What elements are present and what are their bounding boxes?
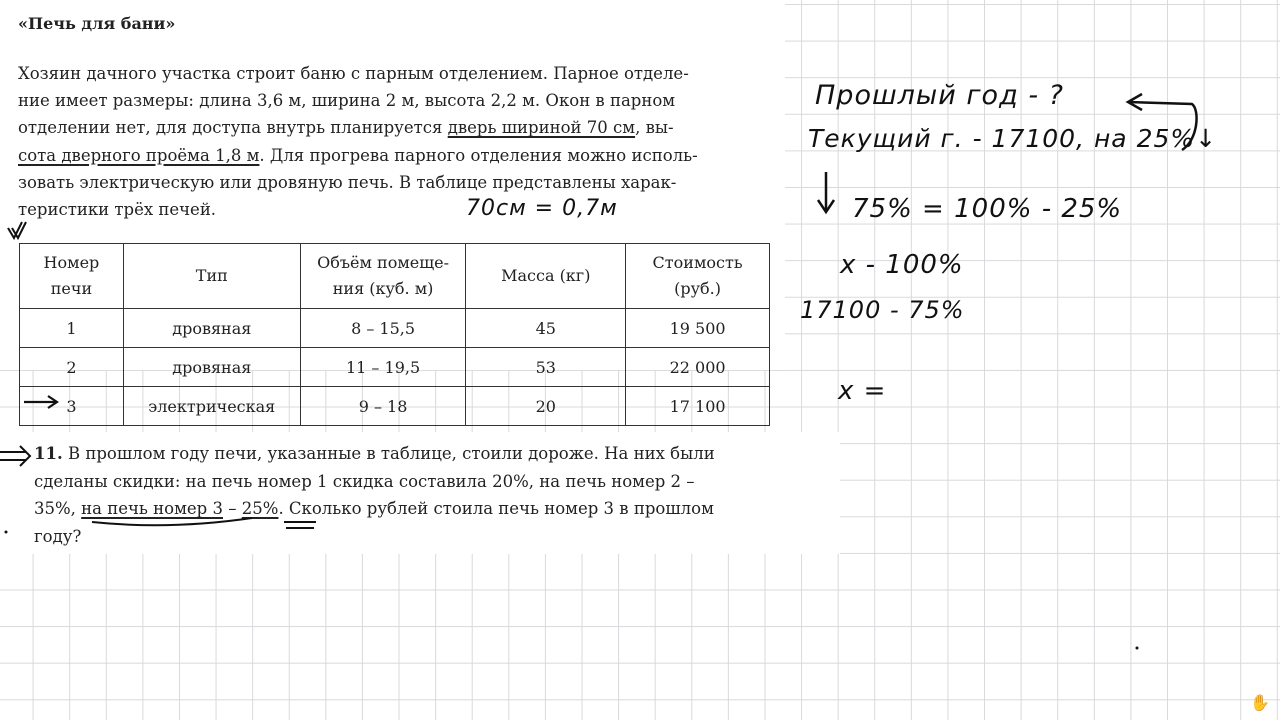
text-fragment: В прошлом году печи, указанные в таблице, стоили дороже. На них были (62, 444, 715, 463)
handwritten-x-percent: x - 100% (840, 250, 964, 280)
header-type (123, 244, 300, 309)
underlined-oven-3: на печь номер 3 (81, 499, 223, 518)
header-text: печи (50, 279, 93, 298)
arrowhead (1128, 94, 1142, 110)
cell-num: 1 (20, 309, 124, 348)
underlined-door-width: дверь шириной 70 см (447, 118, 636, 138)
header-cost (626, 244, 770, 309)
question-number: 11. (34, 444, 63, 463)
text-fragment: . Для прогрева парного отделения можно исполь- (259, 145, 698, 165)
header-mass (466, 244, 626, 309)
cell-volume: 8 – 15,5 (300, 309, 466, 348)
header-text: Номер (43, 253, 100, 272)
arrowhead (818, 200, 834, 212)
cell-type: дровяная (123, 348, 300, 387)
underlined-discount: 25% (241, 499, 279, 518)
cell-mass: 20 (466, 387, 626, 426)
handwritten-x-equals: x = (838, 376, 887, 406)
table-row (20, 348, 770, 387)
question-11 (34, 440, 820, 550)
question-line: году? (34, 526, 82, 546)
question-line (34, 440, 820, 468)
header-text: Объём помеще- (317, 253, 449, 272)
ovens-table (19, 243, 770, 426)
cell-type: электрическая (123, 387, 300, 426)
header-text: Тип (195, 266, 228, 285)
handwritten-value-percent: 17100 - 75% (800, 296, 965, 324)
problem-paragraph (18, 60, 778, 223)
paragraph-line: теристики трёх печей. (18, 200, 217, 220)
handwritten-percent-equation: 75% = 100% - 25% (852, 194, 1123, 224)
paragraph-line: зовать электрическую или дровяную печь. В таблице представлены харак- (18, 172, 677, 192)
cell-volume: 9 – 18 (300, 387, 466, 426)
handwritten-current-year: Текущий г. - 17100, на 25%↓ (808, 124, 1218, 153)
header-oven-number (20, 244, 124, 309)
header-text: ния (куб. м) (332, 279, 434, 298)
text-fragment: 35%, (34, 499, 82, 518)
header-text: Масса (кг) (501, 266, 591, 285)
cell-cost: 17 100 (626, 387, 770, 426)
cell-volume: 11 – 19,5 (300, 348, 466, 387)
cell-cost: 19 500 (626, 309, 770, 348)
paragraph-line (18, 142, 778, 169)
cell-mass: 45 (466, 309, 626, 348)
header-text: (руб.) (674, 279, 721, 298)
table-header-row (20, 244, 770, 309)
header-volume (300, 244, 466, 309)
paragraph-line (18, 114, 778, 141)
text-fragment: отделении нет, для доступа внутрь планируется (18, 118, 448, 138)
handwritten-conversion: 70см = 0,7м (466, 196, 618, 221)
text-fragment: – (223, 499, 242, 518)
underlined-door-height: сота дверного проёма 1,8 м (18, 145, 260, 165)
paragraph-line: Хозяин дачного участка строит баню с парным отделением. Парное отделе- (18, 64, 689, 83)
hand-cursor-icon[interactable]: ✋ (1250, 693, 1270, 712)
cell-mass: 53 (466, 348, 626, 387)
text-fragment: , вы- (635, 118, 674, 138)
handwritten-last-year: Прошлый год - ? (815, 80, 1064, 111)
cell-num: 2 (20, 348, 124, 387)
question-line: сделаны скидки: на печь номер 1 скидка составила 20%, на печь номер 2 – (34, 471, 695, 491)
table-row (20, 387, 770, 426)
problem-title: «Печь для бани» (18, 14, 176, 33)
ink-dot (1136, 647, 1139, 650)
cell-type: дровяная (123, 309, 300, 348)
text-fragment: . Сколько рублей стоила печь номер 3 в прошлом (278, 499, 714, 518)
cell-cost: 22 000 (626, 348, 770, 387)
header-text: Стоимость (652, 253, 743, 272)
cell-num: 3 (20, 387, 124, 426)
question-line (34, 495, 820, 523)
paragraph-line: ние имеет размеры: длина 3,6 м, ширина 2 м, высота 2,2 м. Окон в парном (18, 91, 676, 111)
table-row (20, 309, 770, 348)
